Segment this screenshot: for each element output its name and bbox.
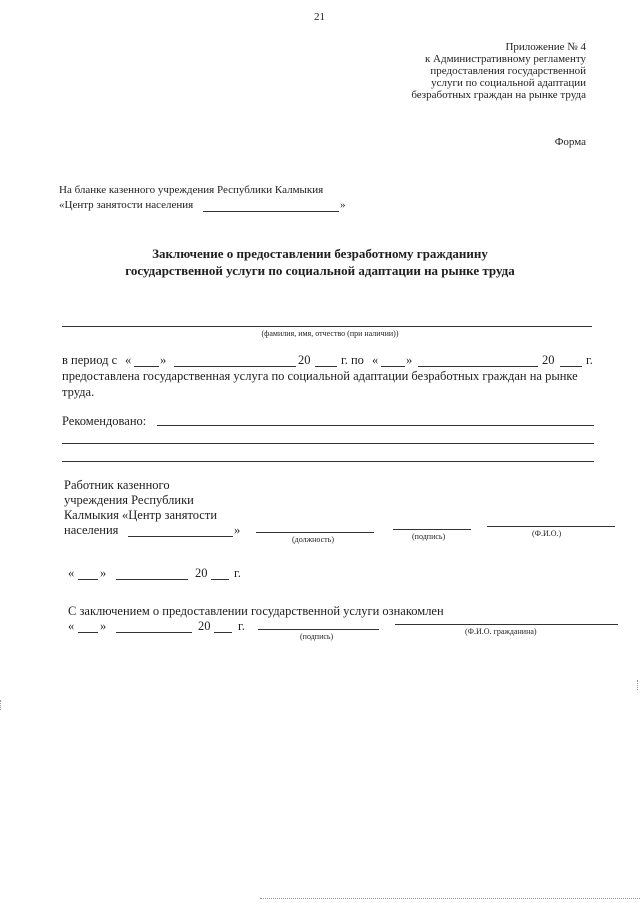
period-day-2-line — [381, 366, 405, 367]
period-quote-close-1: » — [160, 353, 167, 367]
period-g-end: г. — [586, 353, 593, 367]
date1-year: 20 — [195, 566, 208, 580]
appendix-line: к Административному регламенту — [424, 53, 586, 65]
citizen-fio-caption: (Ф.И.О. гражданина) — [465, 627, 537, 636]
form-label: Форма — [554, 136, 586, 148]
date2-month-line — [116, 632, 192, 633]
citizen-signature-line — [258, 629, 379, 630]
period-quote-close-2: » — [406, 353, 413, 367]
signature-line — [393, 529, 471, 530]
worker-line-1: Работник казенного — [64, 478, 170, 492]
period-month-1-line — [174, 366, 296, 367]
worker-line-3: Калмыкия «Центр занятости — [64, 508, 218, 522]
date2-quote-open: « — [68, 619, 75, 633]
signature-caption: (подпись) — [412, 532, 446, 541]
recommended-line-3 — [62, 461, 594, 462]
date1-year-line — [211, 579, 229, 580]
document-title-line-1: Заключение о предоставлении безработному гражданину — [152, 246, 488, 261]
blank-line-2-suffix: » — [340, 199, 346, 211]
citizen-fio-line — [395, 624, 618, 625]
date1-day-line — [78, 579, 98, 580]
scan-edge-bottom — [260, 898, 640, 899]
worker-fio-caption: (Ф.И.О.) — [532, 529, 562, 538]
recommended-line-2 — [62, 443, 594, 444]
date2-quote-close: » — [100, 619, 107, 633]
position-line — [256, 532, 374, 533]
worker-center-line — [128, 536, 233, 537]
period-year-1-line — [315, 366, 337, 367]
recommended-label: Рекомендовано: — [62, 414, 147, 428]
period-year-2-line — [560, 366, 582, 367]
period-line-3: труда. — [62, 385, 95, 399]
recommended-line-1 — [157, 425, 594, 426]
period-prefix: в период с — [62, 353, 118, 367]
date2-g: г. — [238, 619, 245, 633]
worker-line-4-prefix: населения — [64, 523, 119, 537]
blank-line-2-prefix: «Центр занятости населения — [59, 199, 194, 211]
date1-quote-open: « — [68, 566, 75, 580]
period-quote-open-2: « — [372, 353, 379, 367]
scan-edge-left — [0, 700, 3, 710]
blank-center-name-line — [203, 211, 339, 212]
appendix-header — [411, 41, 586, 101]
period-quote-open-1: « — [125, 353, 132, 367]
date1-quote-close: » — [100, 566, 107, 580]
date2-day-line — [78, 632, 98, 633]
fio-caption: (фамилия, имя, отчество (при наличии)) — [261, 329, 399, 338]
period-g-po: г. по — [341, 353, 364, 367]
appendix-line: предоставления государственной — [430, 65, 586, 77]
appendix-line: услуги по социальной адаптации — [431, 77, 586, 89]
page-number: 21 — [314, 11, 325, 23]
date2-year-line — [214, 632, 232, 633]
period-line-2: предоставлена государственная услуга по социальной адаптации безработных граждан на рынке — [62, 369, 578, 383]
acquainted-text: С заключением о предоставлении государственной услуги ознакомлен — [68, 604, 444, 618]
appendix-line: безработных граждан на рынке труда — [411, 89, 586, 101]
worker-line-2: учреждения Республики — [64, 493, 194, 507]
date1-g: г. — [234, 566, 241, 580]
date1-month-line — [116, 579, 188, 580]
blank-line-1: На бланке казенного учреждения Республики Калмыкия — [59, 184, 324, 196]
fio-line — [62, 326, 592, 327]
date2-year: 20 — [198, 619, 211, 633]
period-day-1-line — [134, 366, 159, 367]
period-year-prefix-2: 20 — [542, 353, 555, 367]
worker-line-4-suffix: » — [234, 523, 241, 537]
citizen-signature-caption: (подпись) — [300, 632, 334, 641]
position-caption: (должность) — [292, 535, 334, 544]
document-title-line-2: государственной услуги по социальной адаптации на рынке труда — [125, 263, 515, 278]
period-month-2-line — [418, 366, 538, 367]
period-year-prefix-1: 20 — [298, 353, 311, 367]
worker-fio-line — [487, 526, 615, 527]
appendix-line: Приложение № 4 — [505, 41, 586, 53]
